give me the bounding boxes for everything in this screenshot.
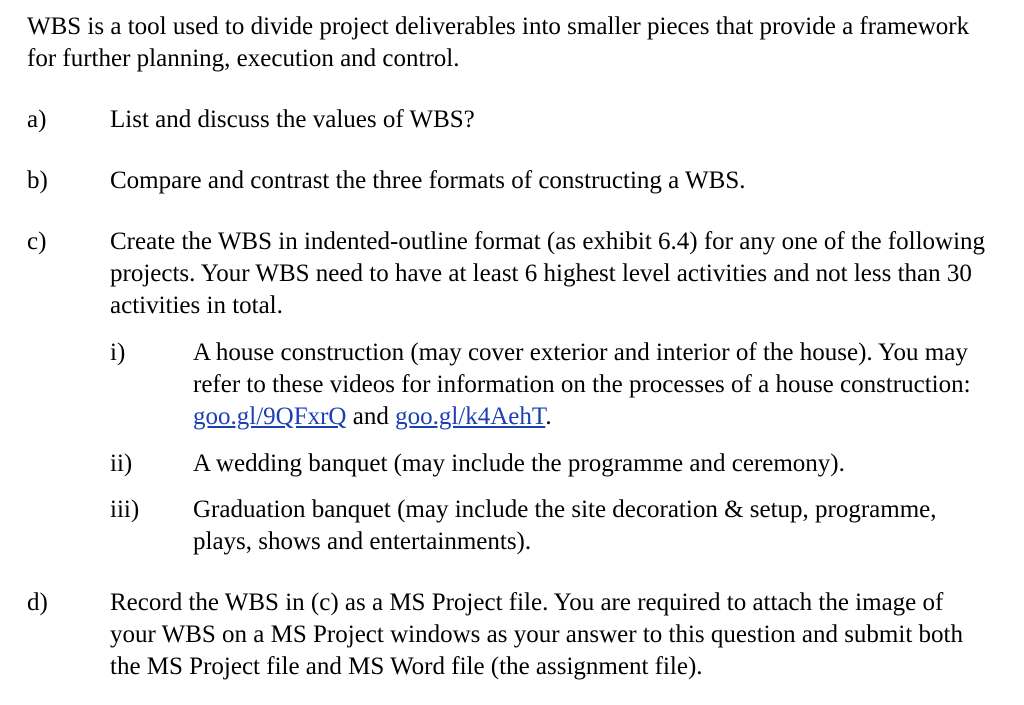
question-c-text: Create the WBS in indented-outline format (as exhibit 6.4) for any one of the following projects. Your WBS need to have at least 6 highest level activities and not less than 30 activities in total.: [110, 228, 986, 319]
intro-paragraph: WBS is a tool used to divide project deliverables into smaller pieces that provide a framework for further planning, execution and control.: [27, 13, 970, 72]
project-option-i-marker: i): [110, 339, 126, 366]
question-c-marker: c): [27, 228, 47, 255]
video-link-1[interactable]: goo.gl/9QFxrQ: [193, 403, 347, 430]
sentence-end: .: [545, 403, 552, 430]
project-option-i-body: A house construction (may cover exterior and interior of the house). You may refer to these videos for information on the processes of a house construction:: [193, 339, 971, 398]
video-link-2[interactable]: goo.gl/k4AehT: [395, 403, 546, 430]
project-option-iii-marker: iii): [110, 496, 140, 523]
link-separator: and: [346, 403, 396, 430]
project-option-ii-marker: ii): [110, 450, 133, 477]
question-d-text: Record the WBS in (c) as a MS Project file. You are required to attach the image of your WBS on a MS Project windows as your answer to this question and submit both the MS Project file and MS Word file (the assignment file).: [110, 589, 963, 680]
question-b-text: Compare and contrast the three formats of constructing a WBS.: [110, 167, 746, 194]
project-option-ii-text: A wedding banquet (may include the programme and ceremony).: [193, 450, 845, 477]
question-d-marker: d): [27, 589, 48, 616]
project-option-i-text: [193, 337, 993, 433]
question-a-text: List and discuss the values of WBS?: [110, 106, 475, 133]
project-option-iii-text: Graduation banquet (may include the site decoration & setup, programme, plays, shows and entertainments).: [193, 496, 937, 555]
question-a-marker: a): [27, 106, 47, 133]
question-b-marker: b): [27, 167, 48, 194]
